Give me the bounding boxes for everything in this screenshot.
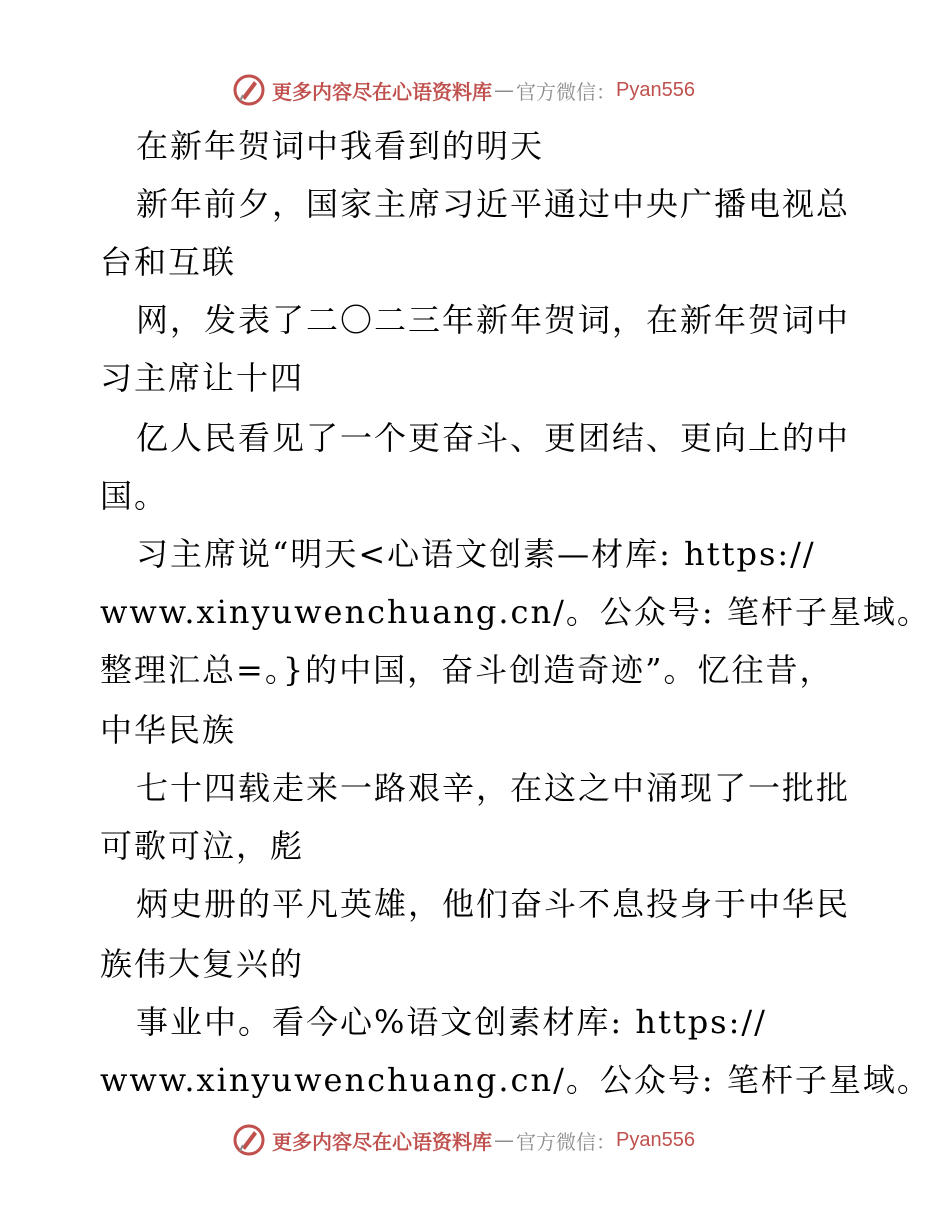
paragraph-line: 国。 [100,477,169,515]
banner-wechat-label: 官方微信： [516,1129,616,1154]
banner-separator: — [494,78,514,102]
footer-banner [232,1120,695,1160]
document-title: 在新年贺词中我看到的明天 [136,127,545,165]
paragraph-line: 整理汇总=。}的中国，奋斗创造奇迹”。忆往昔， [100,651,834,689]
paragraph-line: 族伟大复兴的 [100,945,305,983]
banner-wechat-label: 官方微信： [516,79,616,104]
paragraph-line: 可歌可泣，彪 [100,827,305,865]
paragraph-line: 习主席说“明天<心语文创素—材库: https:// [136,535,816,573]
quill-pen-logo-icon [232,73,266,107]
paragraph-line: 台和互联 [100,243,237,281]
paragraph-line: www.xinyuwenchuang.cn/。公众号: 笔杆子星域。 [100,1061,931,1099]
paragraph-line: 新年前夕，国家主席习近平通过中央广播电视总 [136,185,851,223]
paragraph-line: www.xinyuwenchuang.cn/。公众号: 笔杆子星域。 [100,593,931,631]
paragraph-line: 中华民族 [100,711,237,749]
banner-wechat-id: Pyan556 [616,78,695,101]
paragraph-line: 习主席让十四 [100,359,305,397]
banner-separator: — [494,1128,514,1152]
banner-main-text: 更多内容尽在心语资料库 [272,79,492,104]
header-banner [232,70,695,110]
paragraph-line: 网，发表了二〇二三年新年贺词，在新年贺词中 [136,301,851,339]
paragraph-line: 七十四载走来一路艰辛，在这之中涌现了一批批 [136,769,851,807]
paragraph-line: 亿人民看见了一个更奋斗、更团结、更向上的中 [136,419,851,457]
banner-main-text: 更多内容尽在心语资料库 [272,1129,492,1154]
paragraph-line: 事业中。看今心%语文创素材库: https:// [136,1003,767,1041]
quill-pen-logo-icon [232,1123,266,1157]
paragraph-line: 炳史册的平凡英雄，他们奋斗不息投身于中华民 [136,885,851,923]
banner-wechat-id: Pyan556 [616,1128,695,1151]
